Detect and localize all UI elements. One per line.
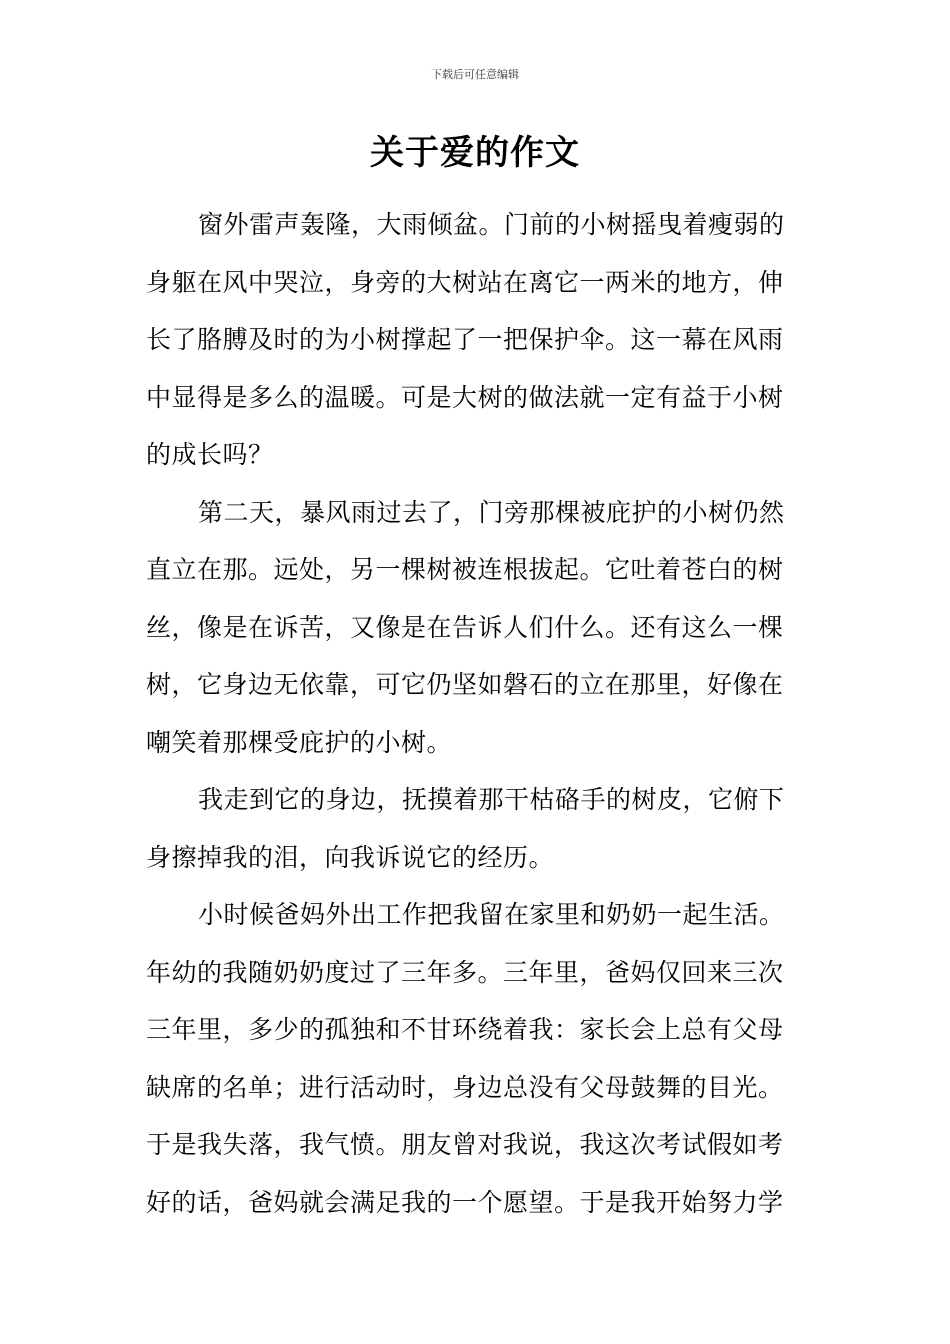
paragraph-line: 中显得是多么的温暖。可是大树的做法就一定有益于小树 (146, 382, 784, 412)
paragraph-line: 小时候爸妈外出工作把我留在家里和奶奶一起生活。 (198, 900, 785, 929)
paragraph-line: 身躯在风中哭泣，身旁的大树站在离它一两米的地方，伸 (146, 267, 784, 297)
paragraph-line: 三年里，多少的孤独和不甘环绕着我：家长会上总有父母 (146, 1015, 784, 1044)
header-note: 下载后可任意编辑 (431, 68, 519, 81)
paragraph-line: 我走到它的身边，抚摸着那干枯硌手的树皮，它俯下 (198, 785, 785, 814)
document-body (146, 196, 806, 1231)
paragraph-line: 窗外雷声轰隆，大雨倾盆。门前的小树摇曳着瘦弱的 (198, 210, 785, 239)
document-title: 关于爱的作文 (370, 133, 580, 173)
paragraph-1 (146, 196, 806, 484)
paragraph-line: 树，它身边无依靠，可它仍坚如磐石的立在那里，好像在 (146, 670, 784, 699)
paragraph-line: 嘲笑着那棵受庇护的小树。 (146, 727, 453, 757)
paragraph-line: 直立在那。远处，另一棵树被连根拔起。它吐着苍白的树 (146, 555, 784, 584)
paragraph-line: 身擦掉我的泪，向我诉说它的经历。 (146, 842, 555, 872)
paragraph-line: 第二天，暴风雨过去了，门旁那棵被庇护的小树仍然 (198, 497, 785, 527)
paragraph-4 (146, 886, 806, 1231)
paragraph-line: 丝，像是在诉苦，又像是在告诉人们什么。还有这么一棵 (146, 612, 784, 642)
paragraph-2 (146, 484, 806, 772)
paragraph-line: 缺席的名单；进行活动时，身边总没有父母鼓舞的目光。 (146, 1072, 784, 1102)
paragraph-line: 年幼的我随奶奶度过了三年多。三年里，爸妈仅回来三次 (146, 957, 784, 987)
paragraph-line: 长了胳膊及时的为小树撑起了一把保护伞。这一幕在风雨 (146, 325, 784, 354)
paragraph-line: 好的话，爸妈就会满足我的一个愿望。于是我开始努力学 (146, 1187, 784, 1217)
paragraph-3 (146, 771, 806, 886)
paragraph-line: 于是我失落，我气愤。朋友曾对我说，我这次考试假如考 (146, 1130, 784, 1159)
paragraph-line: 的成长吗？ (146, 440, 274, 469)
